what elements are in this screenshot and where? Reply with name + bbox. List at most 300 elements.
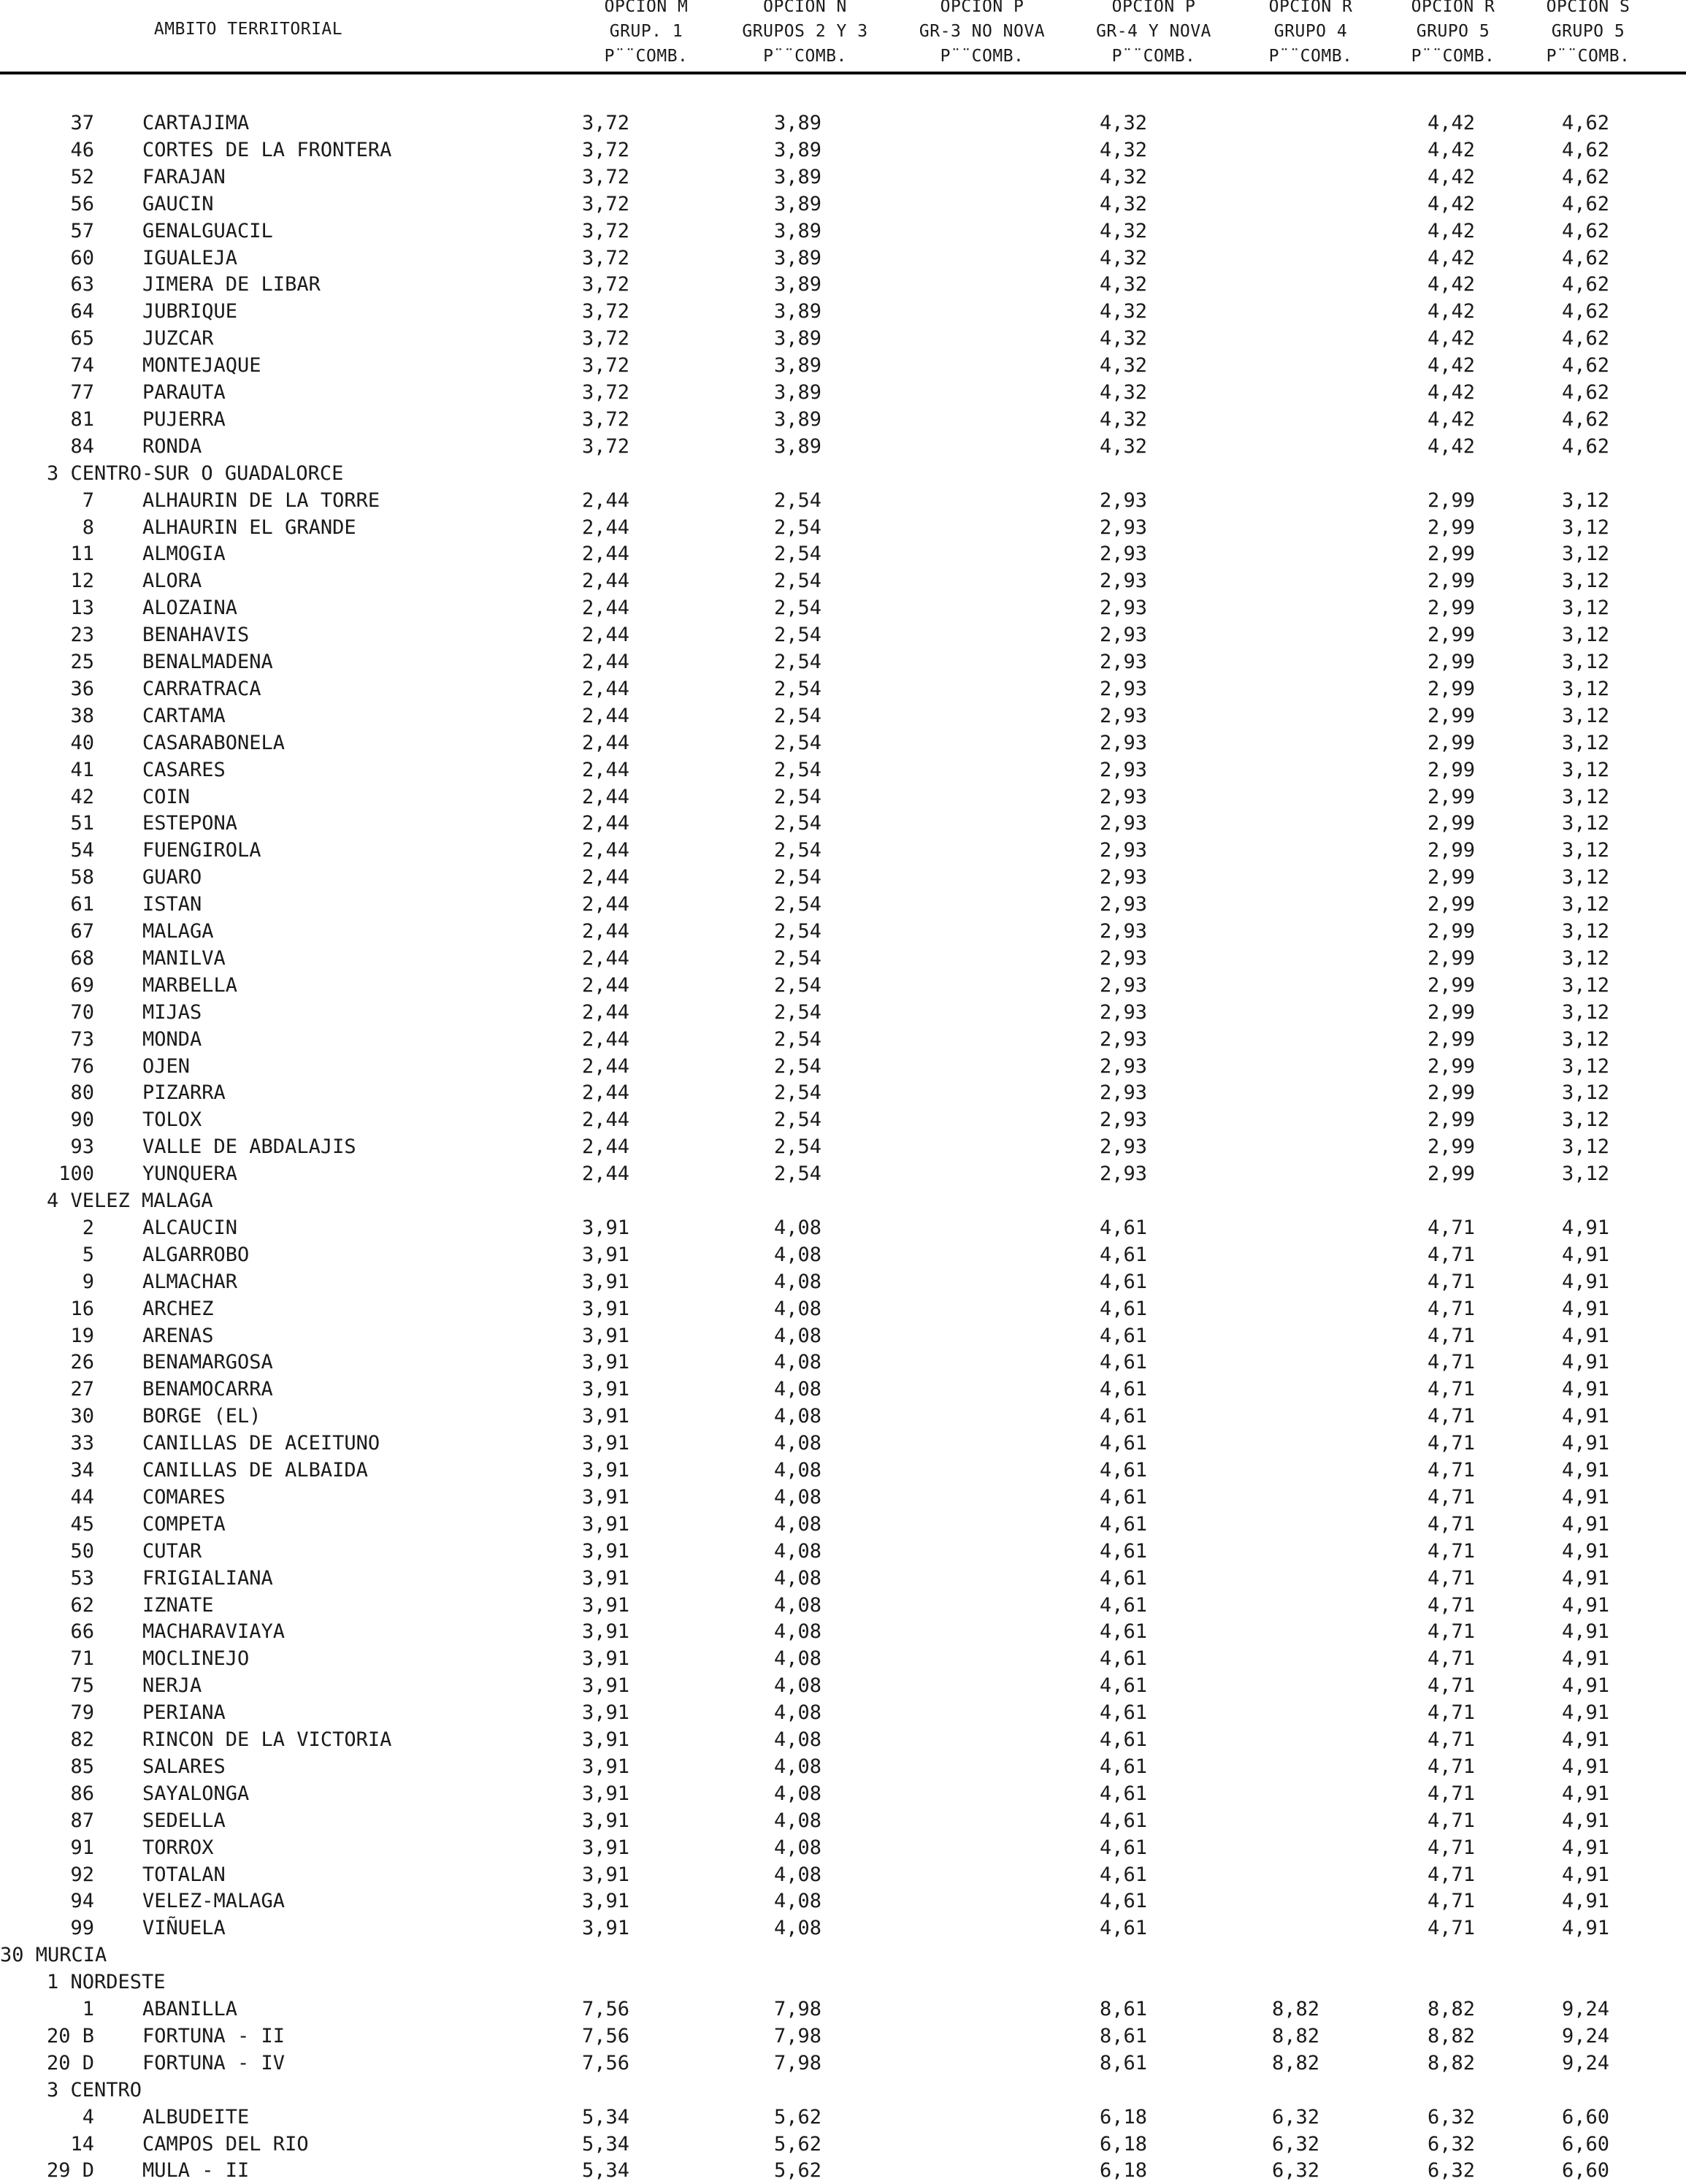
- municipality-code: 87: [70, 1809, 94, 1832]
- municipality-code: 13: [70, 597, 94, 620]
- value-cell: 2,99: [1427, 677, 1475, 700]
- municipality-code: 66: [70, 1620, 94, 1644]
- municipality-name: ALMOGIA: [142, 543, 226, 566]
- value-cell: 4,42: [1427, 112, 1475, 134]
- municipality-name: CARTAJIMA: [142, 112, 250, 134]
- municipality-code: 44: [70, 1485, 94, 1509]
- municipality-code: 84: [70, 434, 94, 458]
- value-cell: 2,44: [581, 1081, 629, 1105]
- value-cell: 3,72: [581, 381, 629, 404]
- municipality-name: CARTAMA: [142, 704, 226, 727]
- value-cell: 2,44: [581, 624, 629, 647]
- section-label: 3 CENTRO-SUR O GUADALORCE: [47, 461, 344, 485]
- municipality-code: 93: [70, 1135, 94, 1159]
- table-row: [0, 810, 1686, 837]
- municipality-name: TOTALAN: [142, 1863, 226, 1886]
- value-cell: 3,12: [1561, 704, 1609, 727]
- value-cell: 4,91: [1561, 1432, 1609, 1455]
- value-cell: 2,54: [773, 785, 821, 808]
- municipality-code: 63: [70, 273, 94, 296]
- value-cell: 4,91: [1561, 1566, 1609, 1590]
- value-cell: 3,72: [581, 300, 629, 323]
- municipality-name: COMARES: [142, 1485, 226, 1509]
- municipality-name: BENAMARGOSA: [142, 1351, 273, 1374]
- municipality-name: MARBELLA: [142, 973, 238, 997]
- value-cell: 4,61: [1099, 1836, 1147, 1859]
- value-cell: 8,82: [1271, 1998, 1319, 2020]
- column-header-opcion-s: OPCION S GRUPO 5 P¨¨COMB.: [1546, 0, 1631, 66]
- value-cell: 2,44: [581, 704, 629, 727]
- value-cell: 4,91: [1561, 1593, 1609, 1617]
- value-cell: 4,71: [1427, 1863, 1475, 1886]
- value-cell: 3,89: [773, 381, 821, 404]
- municipality-name: ALCAUCIN: [142, 1216, 238, 1239]
- municipality-name: CAMPOS DEL RIO: [142, 2132, 309, 2156]
- value-cell: 3,89: [773, 219, 821, 242]
- value-cell: 3,91: [581, 1351, 629, 1374]
- value-cell: 2,54: [773, 570, 821, 593]
- value-cell: 4,71: [1427, 1351, 1475, 1374]
- value-cell: 4,08: [773, 1297, 821, 1320]
- value-cell: 4,08: [773, 1809, 821, 1832]
- value-cell: 7,56: [581, 1998, 629, 2020]
- value-cell: 2,99: [1427, 1162, 1475, 1186]
- value-cell: 2,99: [1427, 516, 1475, 539]
- value-cell: 3,91: [581, 1620, 629, 1644]
- municipality-code: 82: [70, 1728, 94, 1751]
- table-row: [0, 1133, 1686, 1160]
- value-cell: 2,99: [1427, 1135, 1475, 1159]
- value-cell: 4,08: [773, 1593, 821, 1617]
- municipality-name: IZNATE: [142, 1593, 214, 1617]
- section-label: 4 VELEZ MALAGA: [47, 1189, 213, 1212]
- value-cell: 2,44: [581, 488, 629, 512]
- municipality-name: VELEZ-MALAGA: [142, 1890, 286, 1913]
- value-cell: 4,71: [1427, 1512, 1475, 1536]
- value-cell: 3,91: [581, 1378, 629, 1401]
- table-row: [0, 891, 1686, 918]
- value-cell: 2,54: [773, 704, 821, 727]
- value-cell: 4,61: [1099, 1593, 1147, 1617]
- value-cell: 4,61: [1099, 1674, 1147, 1698]
- value-cell: 2,54: [773, 1027, 821, 1051]
- value-cell: 5,62: [773, 2159, 821, 2183]
- value-cell: 4,71: [1427, 1728, 1475, 1751]
- municipality-code: 8: [82, 516, 94, 539]
- value-cell: 4,61: [1099, 1485, 1147, 1509]
- municipality-code: 70: [70, 1000, 94, 1024]
- table-row: [0, 191, 1686, 218]
- value-cell: 2,99: [1427, 543, 1475, 566]
- municipality-code: 58: [70, 866, 94, 889]
- municipality-name: ESTEPONA: [142, 812, 238, 835]
- value-cell: 3,12: [1561, 920, 1609, 943]
- value-cell: 4,71: [1427, 1405, 1475, 1428]
- table-row: [0, 110, 1686, 137]
- value-cell: 2,54: [773, 973, 821, 997]
- value-cell: 3,72: [581, 407, 629, 431]
- municipality-code: 33: [70, 1432, 94, 1455]
- municipality-code: 16: [70, 1297, 94, 1320]
- value-cell: 4,62: [1561, 327, 1609, 350]
- municipality-code: 56: [70, 192, 94, 215]
- value-cell: 4,61: [1099, 1917, 1147, 1940]
- municipality-name: MULA - II: [142, 2159, 250, 2183]
- municipality-code: 85: [70, 1755, 94, 1778]
- value-cell: 2,44: [581, 1000, 629, 1024]
- value-cell: 4,91: [1561, 1405, 1609, 1428]
- municipality-code: 36: [70, 677, 94, 700]
- value-cell: 4,08: [773, 1378, 821, 1401]
- municipality-name: ALOZAINA: [142, 597, 238, 620]
- value-cell: 3,12: [1561, 1000, 1609, 1024]
- value-cell: 4,08: [773, 1459, 821, 1482]
- value-cell: 4,42: [1427, 434, 1475, 458]
- table-row: [0, 1753, 1686, 1780]
- value-cell: 2,44: [581, 1054, 629, 1078]
- value-cell: 2,99: [1427, 1027, 1475, 1051]
- value-cell: 2,54: [773, 1162, 821, 1186]
- value-cell: 4,42: [1427, 246, 1475, 269]
- value-cell: 4,91: [1561, 1459, 1609, 1482]
- table-row: [0, 352, 1686, 379]
- value-cell: 4,71: [1427, 1809, 1475, 1832]
- value-cell: 4,08: [773, 1405, 821, 1428]
- municipality-name: JUBRIQUE: [142, 300, 238, 323]
- value-cell: 4,91: [1561, 1755, 1609, 1778]
- municipality-name: CANILLAS DE ALBAIDA: [142, 1459, 368, 1482]
- value-cell: 4,61: [1099, 1432, 1147, 1455]
- value-cell: 2,54: [773, 651, 821, 673]
- municipality-code: 38: [70, 704, 94, 727]
- value-cell: 4,42: [1427, 407, 1475, 431]
- municipality-code: 92: [70, 1863, 94, 1886]
- value-cell: 4,91: [1561, 1351, 1609, 1374]
- value-cell: 3,72: [581, 138, 629, 161]
- value-cell: 3,91: [581, 1863, 629, 1886]
- value-cell: 4,71: [1427, 1324, 1475, 1347]
- value-cell: 4,91: [1561, 1620, 1609, 1644]
- value-cell: 2,99: [1427, 1108, 1475, 1132]
- value-cell: 6,60: [1561, 2132, 1609, 2156]
- value-cell: 6,32: [1427, 2105, 1475, 2129]
- value-cell: 3,89: [773, 273, 821, 296]
- value-cell: 3,12: [1561, 677, 1609, 700]
- column-header-opcion-r-grupo4: OPCION R GRUPO 4 P¨¨COMB.: [1268, 0, 1353, 66]
- value-cell: 4,61: [1099, 1782, 1147, 1805]
- table-row: [0, 1268, 1686, 1295]
- value-cell: 2,44: [581, 839, 629, 862]
- value-cell: 4,71: [1427, 1566, 1475, 1590]
- column-header-opcion-p-gr3: OPCION P GR-3 NO NOVA P¨¨COMB.: [919, 0, 1046, 66]
- municipality-code: 7: [82, 488, 94, 512]
- municipality-name: CUTAR: [142, 1539, 202, 1563]
- value-cell: 3,12: [1561, 758, 1609, 781]
- table-row: [0, 567, 1686, 594]
- value-cell: 3,91: [581, 1324, 629, 1347]
- value-cell: 2,93: [1099, 893, 1147, 916]
- territory-header: AMBITO TERRITORIAL: [153, 20, 343, 39]
- table-row: [0, 999, 1686, 1026]
- value-cell: 4,08: [773, 1324, 821, 1347]
- municipality-code: 23: [70, 624, 94, 647]
- table-row: [0, 1079, 1686, 1106]
- table-row: [0, 1403, 1686, 1430]
- value-cell: 4,61: [1099, 1566, 1147, 1590]
- table-row: [0, 1053, 1686, 1080]
- value-cell: 2,93: [1099, 488, 1147, 512]
- value-cell: 4,32: [1099, 300, 1147, 323]
- value-cell: 4,62: [1561, 165, 1609, 188]
- value-cell: 2,99: [1427, 624, 1475, 647]
- value-cell: 4,61: [1099, 1270, 1147, 1293]
- value-cell: 2,93: [1099, 973, 1147, 997]
- value-cell: 2,99: [1427, 893, 1475, 916]
- municipality-name: COMPETA: [142, 1512, 226, 1536]
- value-cell: 7,98: [773, 2051, 821, 2074]
- value-cell: 3,91: [581, 1566, 629, 1590]
- column-header-opcion-m: OPCION M GRUP. 1 P¨¨COMB.: [604, 0, 689, 66]
- value-cell: 8,82: [1271, 2051, 1319, 2074]
- value-cell: 3,12: [1561, 516, 1609, 539]
- value-cell: 4,08: [773, 1566, 821, 1590]
- municipality-code: 99: [70, 1917, 94, 1940]
- value-cell: 9,24: [1561, 2051, 1609, 2074]
- table-row: [0, 1672, 1686, 1699]
- value-cell: 2,99: [1427, 704, 1475, 727]
- value-cell: 2,54: [773, 1000, 821, 1024]
- municipality-code: 67: [70, 920, 94, 943]
- municipality-code: 60: [70, 246, 94, 269]
- value-cell: 4,08: [773, 1836, 821, 1859]
- value-cell: 4,71: [1427, 1432, 1475, 1455]
- value-cell: 2,44: [581, 1108, 629, 1132]
- value-cell: 4,42: [1427, 219, 1475, 242]
- municipality-code: 26: [70, 1351, 94, 1374]
- value-cell: 3,12: [1561, 866, 1609, 889]
- value-cell: 4,71: [1427, 1620, 1475, 1644]
- table-row: [0, 972, 1686, 999]
- table-header: [0, 0, 1686, 76]
- value-cell: 3,91: [581, 1216, 629, 1239]
- municipality-name: ABANILLA: [142, 1998, 238, 2020]
- value-cell: 6,32: [1271, 2132, 1319, 2156]
- value-cell: 4,71: [1427, 1459, 1475, 1482]
- municipality-name: FORTUNA - IV: [142, 2051, 286, 2074]
- value-cell: 9,24: [1561, 2024, 1609, 2047]
- value-cell: 3,12: [1561, 893, 1609, 916]
- value-cell: 3,89: [773, 112, 821, 134]
- value-cell: 2,44: [581, 946, 629, 970]
- municipality-code: 20 D: [46, 2051, 94, 2074]
- value-cell: 3,12: [1561, 839, 1609, 862]
- value-cell: 8,82: [1271, 2024, 1319, 2047]
- table-row: [0, 675, 1686, 702]
- municipality-code: 45: [70, 1512, 94, 1536]
- value-cell: 4,62: [1561, 407, 1609, 431]
- value-cell: 2,93: [1099, 597, 1147, 620]
- municipality-code: 4: [82, 2105, 94, 2129]
- value-cell: 4,61: [1099, 1620, 1147, 1644]
- value-cell: 4,61: [1099, 1728, 1147, 1751]
- value-cell: 2,93: [1099, 731, 1147, 754]
- municipality-name: ALMACHAR: [142, 1270, 238, 1293]
- value-cell: 4,71: [1427, 1297, 1475, 1320]
- municipality-code: 80: [70, 1081, 94, 1105]
- table-row: [0, 1888, 1686, 1915]
- value-cell: 2,93: [1099, 1108, 1147, 1132]
- value-cell: 8,61: [1099, 2051, 1147, 2074]
- municipality-code: 29 D: [46, 2159, 94, 2183]
- municipality-code: 5: [82, 1243, 94, 1266]
- table-row: [0, 271, 1686, 298]
- value-cell: 2,44: [581, 893, 629, 916]
- value-cell: 3,72: [581, 219, 629, 242]
- value-cell: 3,89: [773, 246, 821, 269]
- value-cell: 4,32: [1099, 246, 1147, 269]
- table-row: [0, 2104, 1686, 2131]
- value-cell: 3,89: [773, 327, 821, 350]
- value-cell: 3,89: [773, 192, 821, 215]
- value-cell: 2,93: [1099, 1000, 1147, 1024]
- value-cell: 2,99: [1427, 488, 1475, 512]
- value-cell: 4,71: [1427, 1647, 1475, 1671]
- value-cell: 2,93: [1099, 1027, 1147, 1051]
- municipality-name: GUARO: [142, 866, 202, 889]
- value-cell: 2,54: [773, 893, 821, 916]
- value-cell: 4,32: [1099, 434, 1147, 458]
- municipality-name: BENAHAVIS: [142, 624, 250, 647]
- municipality-name: MIJAS: [142, 1000, 202, 1024]
- value-cell: 3,72: [581, 192, 629, 215]
- zone-heading: [0, 2077, 1686, 2104]
- value-cell: 7,98: [773, 1998, 821, 2020]
- municipality-name: ALHAURIN DE LA TORRE: [142, 488, 380, 512]
- value-cell: 3,12: [1561, 1081, 1609, 1105]
- value-cell: 3,72: [581, 165, 629, 188]
- municipality-name: PERIANA: [142, 1701, 226, 1725]
- section-label: 1 NORDESTE: [47, 1971, 166, 1994]
- value-cell: 4,08: [773, 1216, 821, 1239]
- value-cell: 4,71: [1427, 1674, 1475, 1698]
- municipality-name: BENAMOCARRA: [142, 1378, 273, 1401]
- value-cell: 3,91: [581, 1647, 629, 1671]
- value-cell: 4,91: [1561, 1863, 1609, 1886]
- municipality-name: PIZARRA: [142, 1081, 226, 1105]
- table-row: [0, 1511, 1686, 1538]
- table-row: [0, 702, 1686, 729]
- value-cell: 4,91: [1561, 1485, 1609, 1509]
- municipality-name: FARAJAN: [142, 165, 226, 188]
- table-row: [0, 1295, 1686, 1322]
- value-cell: 4,61: [1099, 1701, 1147, 1725]
- table-row: [0, 1565, 1686, 1592]
- value-cell: 4,91: [1561, 1782, 1609, 1805]
- municipality-code: 73: [70, 1027, 94, 1051]
- value-cell: 3,89: [773, 300, 821, 323]
- municipality-code: 30: [70, 1405, 94, 1428]
- value-cell: 4,91: [1561, 1728, 1609, 1751]
- value-cell: 2,54: [773, 516, 821, 539]
- value-cell: 6,18: [1099, 2132, 1147, 2156]
- value-cell: 2,54: [773, 731, 821, 754]
- value-cell: 2,93: [1099, 946, 1147, 970]
- table-row: [0, 1780, 1686, 1807]
- value-cell: 4,71: [1427, 1917, 1475, 1940]
- municipality-code: 71: [70, 1647, 94, 1671]
- table-row: [0, 1349, 1686, 1376]
- value-cell: 4,71: [1427, 1270, 1475, 1293]
- table-row: [0, 729, 1686, 756]
- value-cell: 2,44: [581, 1027, 629, 1051]
- municipality-code: 1: [82, 1998, 94, 2020]
- table-row: [0, 514, 1686, 541]
- municipality-name: ARENAS: [142, 1324, 214, 1347]
- value-cell: 4,91: [1561, 1216, 1609, 1239]
- value-cell: 4,91: [1561, 1243, 1609, 1266]
- value-cell: 5,62: [773, 2105, 821, 2129]
- municipality-name: IGUALEJA: [142, 246, 238, 269]
- municipality-name: VIÑUELA: [142, 1917, 226, 1940]
- region-heading: [0, 1942, 1686, 1969]
- municipality-code: 14: [70, 2132, 94, 2156]
- value-cell: 2,44: [581, 1135, 629, 1159]
- table-row: [0, 1645, 1686, 1672]
- value-cell: 2,99: [1427, 839, 1475, 862]
- municipality-code: 52: [70, 165, 94, 188]
- value-cell: 2,93: [1099, 1054, 1147, 1078]
- table-row: [0, 1592, 1686, 1619]
- value-cell: 2,54: [773, 839, 821, 862]
- value-cell: 4,08: [773, 1755, 821, 1778]
- municipality-name: GAUCIN: [142, 192, 214, 215]
- value-cell: 4,62: [1561, 354, 1609, 378]
- municipality-name: GENALGUACIL: [142, 219, 273, 242]
- value-cell: 2,99: [1427, 973, 1475, 997]
- table-row: [0, 1106, 1686, 1133]
- municipality-name: PUJERRA: [142, 407, 226, 431]
- table-row: [0, 218, 1686, 245]
- value-cell: 4,91: [1561, 1836, 1609, 1859]
- municipality-code: 76: [70, 1054, 94, 1078]
- table-row: [0, 1322, 1686, 1349]
- value-cell: 3,72: [581, 112, 629, 134]
- value-cell: 4,32: [1099, 138, 1147, 161]
- value-cell: 2,54: [773, 812, 821, 835]
- value-cell: 4,61: [1099, 1890, 1147, 1913]
- value-cell: 4,91: [1561, 1378, 1609, 1401]
- municipality-code: 75: [70, 1674, 94, 1698]
- value-cell: 4,91: [1561, 1512, 1609, 1536]
- municipality-code: 54: [70, 839, 94, 862]
- municipality-name: BENALMADENA: [142, 651, 273, 673]
- value-cell: 4,32: [1099, 112, 1147, 134]
- value-cell: 3,12: [1561, 812, 1609, 835]
- value-cell: 4,08: [773, 1512, 821, 1536]
- value-cell: 4,61: [1099, 1405, 1147, 1428]
- value-cell: 4,91: [1561, 1701, 1609, 1725]
- value-cell: 4,71: [1427, 1782, 1475, 1805]
- municipality-name: FRIGIALIANA: [142, 1566, 273, 1590]
- value-cell: 3,12: [1561, 1108, 1609, 1132]
- value-cell: 3,72: [581, 327, 629, 350]
- value-cell: 4,08: [773, 1243, 821, 1266]
- value-cell: 4,42: [1427, 192, 1475, 215]
- value-cell: 2,54: [773, 488, 821, 512]
- value-cell: 2,44: [581, 866, 629, 889]
- table-row: [0, 918, 1686, 945]
- table-row: [0, 756, 1686, 783]
